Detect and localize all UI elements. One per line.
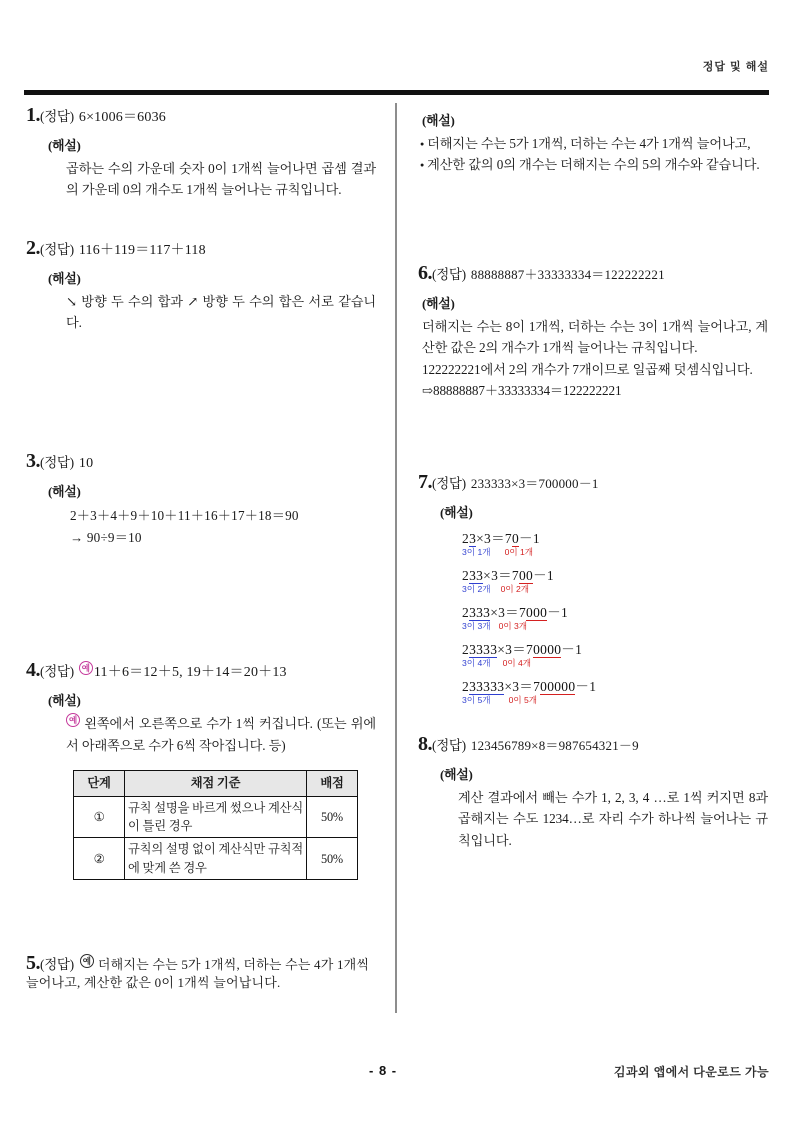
annotated-equation-row: [462, 679, 770, 705]
footer-note: 김과외 앱에서 다운로드 가능: [613, 1065, 769, 1079]
problem-6-number: 6.: [418, 261, 432, 284]
equation-labels: [462, 696, 770, 705]
problem-2-answer: 116＋119＝117＋118: [78, 242, 206, 258]
problem-7-number: 7.: [418, 471, 432, 494]
eq-mid: ×3＝7: [490, 605, 527, 621]
eq-lead: 2: [462, 679, 470, 695]
label-blue: 3이 3개: [462, 620, 491, 631]
problem-5: [26, 952, 378, 992]
label-blue: 3이 5개: [462, 694, 491, 705]
table-header-step: 단계: [74, 771, 125, 796]
equation-labels: [462, 585, 770, 594]
eq-zeros: 00: [519, 568, 534, 584]
label-red: 0이 2개: [500, 583, 530, 594]
problem-4-explain-text: 왼쪽에서 오른쪽으로 수가 1씩 커집니다. (또는 위에서 아래쪽으로 수가 6씩 작아집니다. 등): [66, 716, 376, 753]
table-cell-criteria: 규칙의 설명 없이 계산식만 규칙적에 맞게 쓴 경우: [125, 838, 307, 880]
table-row: [74, 838, 358, 880]
equation-expression: [462, 568, 770, 584]
problem-2-answer-tag: (정답): [40, 241, 74, 257]
annotated-equation-row: [462, 531, 770, 557]
equation-labels: [462, 548, 770, 557]
problem-6-explain-text-2: 122222221에서 2의 개수가 7개이므로 일곱째 덧셈식입니다.: [422, 361, 753, 377]
table-header-criteria: 채점 기준: [125, 771, 307, 796]
problem-3-explain-tag: (해설): [48, 483, 81, 499]
page-footer: [24, 1063, 769, 1083]
label-red: 0이 3개: [498, 620, 528, 631]
table-cell-points: 50%: [307, 796, 358, 838]
problem-1-number: 1.: [26, 104, 40, 126]
problem-2-answer-line: [26, 237, 378, 259]
problem-1: [26, 104, 378, 201]
right-column: [418, 104, 770, 851]
problem-1-answer-tag: (정답): [40, 109, 74, 124]
equation-labels: [462, 659, 770, 668]
table-cell-points: 50%: [307, 838, 358, 880]
example-badge-icon: 예: [66, 713, 80, 727]
problem-3-answer-line: [26, 450, 378, 472]
problem-6-answer-line: [418, 262, 770, 284]
table-row: [74, 796, 358, 838]
eq-zeros: 0000: [533, 642, 562, 658]
eq-threes: 3: [469, 531, 477, 547]
problem-4: [26, 659, 378, 880]
page-header: [24, 58, 769, 84]
header-title: 정답 및 해설: [702, 61, 769, 73]
problem-1-answer-line: [26, 104, 378, 126]
problem-4-answer: 11＋6＝12＋5, 19＋14＝20＋13: [93, 665, 287, 681]
scoring-criteria-table: [73, 770, 358, 880]
problem-6-explain-text-1: 더해지는 수는 8이 1개씩, 더하는 수는 3이 1개씩 늘어나고, 계산한 값은 2의 개수가 1개씩 늘어나는 규칙입니다.: [422, 318, 768, 356]
annotated-equation-row: [462, 568, 770, 594]
annotated-equation-row: [462, 605, 770, 631]
label-red: 0이 4개: [502, 657, 532, 668]
problem-2-explain-tag: (해설): [48, 270, 81, 286]
equation-expression: [462, 679, 770, 695]
eq-lead: 2: [462, 531, 470, 547]
label-blue: 3이 1개: [462, 546, 491, 557]
eq-tail: －1: [533, 568, 554, 584]
problem-3-answer: 10: [78, 455, 94, 471]
table-header-points: 배점: [307, 771, 358, 796]
problem-6-answer: 88888887＋33333334＝122222221: [470, 266, 665, 282]
problem-8-number: 8.: [418, 733, 432, 756]
problem-7-explain-tag: (해설): [440, 505, 473, 521]
problem-8-explain-tag: (해설): [440, 767, 473, 783]
problem-7-equation-group: [462, 531, 770, 705]
table-header-row: [74, 771, 358, 796]
table-cell-step: ①: [74, 796, 125, 838]
equation-expression: [462, 605, 770, 621]
equation-expression: [462, 531, 770, 547]
problem-2: [26, 237, 378, 334]
header-divider-rule: [24, 90, 769, 94]
eq-threes: 33: [469, 568, 484, 584]
problem-3: [26, 450, 378, 550]
eq-mid: ×3＝7: [476, 531, 512, 547]
problem-7-answer-line: [418, 471, 770, 493]
problem-8-answer-tag: (정답): [432, 738, 466, 754]
problem-5-answer: 더해지는 수는 5가 1개씩, 더하는 수는 4가 1개씩 늘어나고, 계산한 값은 0이 1개씩 늘어납니다.: [26, 957, 370, 991]
problem-7: [418, 471, 770, 705]
label-blue: 3이 2개: [462, 583, 491, 594]
problem-3-answer-tag: (정답): [40, 454, 74, 470]
eq-zeros: 00000: [540, 679, 576, 695]
problem-6: [418, 262, 770, 402]
problem-4-explain-block: [66, 713, 376, 756]
equation-expression: [462, 642, 770, 658]
eq-mid: ×3＝7: [483, 568, 519, 584]
problem-6-conclusion: ⇨88888887＋33333334＝122222221: [422, 382, 622, 398]
example-badge-icon: 예: [79, 661, 93, 675]
problem-3-math-line-1: 2＋3＋4＋9＋10＋11＋16＋17＋18＝90: [70, 507, 299, 523]
problem-5-answer-tag: (정답): [40, 957, 74, 973]
eq-mid: ×3＝7: [504, 679, 541, 695]
eq-tail: －1: [575, 679, 597, 695]
problem-2-explain-text: ↘ 방향 두 수의 합과 ↗ 방향 두 수의 합은 서로 같습니다.: [66, 293, 376, 331]
eq-mid: ×3＝7: [497, 642, 534, 658]
problem-3-number: 3.: [26, 449, 40, 472]
eq-threes: 333: [469, 605, 491, 621]
problem-3-math-line-2: → 90÷9＝10: [70, 529, 142, 545]
problem-1-explain-text: 곱하는 수의 가운데 숫자 0이 1개씩 늘어나면 곱셈 결과의 가운데 0의 개수도 1개씩 늘어나는 규칙입니다.: [66, 161, 376, 198]
eq-lead: 2: [462, 605, 470, 621]
problem-8-answer: 123456789×8＝987654321－9: [470, 738, 639, 754]
label-red: 0이 5개: [508, 694, 538, 705]
column-divider: [395, 103, 397, 1013]
problem-7-answer: 233333×3＝700000－1: [470, 476, 599, 492]
annotated-equation-row: [462, 642, 770, 668]
problem-6-answer-tag: (정답): [432, 266, 466, 282]
problem-4-number: 4.: [26, 659, 40, 682]
problem-5-explain-bullet-2: ● 계산한 값의 0의 개수는 더해지는 수의 5의 개수와 같습니다.: [420, 154, 768, 175]
eq-tail: －1: [519, 531, 540, 547]
left-column: [26, 104, 378, 992]
problem-4-answer-line: [26, 659, 378, 681]
eq-tail: －1: [561, 642, 583, 658]
table-cell-step: ②: [74, 838, 125, 880]
eq-tail: －1: [547, 605, 569, 621]
equation-labels: [462, 622, 770, 631]
problem-5-continuation: [418, 110, 770, 176]
problem-7-answer-tag: (정답): [432, 476, 466, 492]
problem-4-explain-tag: (해설): [48, 693, 81, 709]
table-cell-criteria: 규칙 설명을 바르게 썼으나 계산식이 틀린 경우: [125, 796, 307, 838]
problem-5-explain-bullet-1: ● 더해지는 수는 5가 1개씩, 더하는 수는 4가 1개씩 늘어나고,: [420, 133, 768, 154]
eq-threes: 33333: [469, 679, 505, 695]
label-blue: 3이 4개: [462, 657, 491, 668]
problem-1-explain-tag: (해설): [48, 138, 81, 153]
eq-zeros: 0: [511, 531, 520, 547]
label-red: 0이 1개: [504, 546, 534, 557]
eq-threes: 3333: [469, 642, 498, 658]
eq-lead: 2: [462, 642, 470, 658]
problem-1-answer: 6×1006＝6036: [78, 110, 166, 125]
problem-8-explain-text: 계산 결과에서 빼는 수가 1, 2, 3, 4 …로 1씩 커지면 8과 곱해지는 수도 1234…로 자리 수가 하나씩 늘어나는 규칙입니다.: [458, 790, 768, 848]
problem-5-explain-tag: (해설): [422, 113, 455, 128]
page-number: - 8 -: [369, 1063, 398, 1078]
problem-8-answer-line: [418, 733, 770, 755]
problem-8: [418, 733, 770, 851]
problem-4-answer-tag: (정답): [40, 664, 74, 680]
example-badge-icon: 예: [80, 954, 94, 968]
problem-5-answer-line: [26, 952, 378, 992]
problem-6-explain-tag: (해설): [422, 295, 455, 311]
problem-5-number: 5.: [26, 952, 40, 975]
eq-zeros: 000: [526, 605, 548, 621]
problem-2-number: 2.: [26, 236, 40, 259]
eq-lead: 2: [462, 568, 470, 584]
